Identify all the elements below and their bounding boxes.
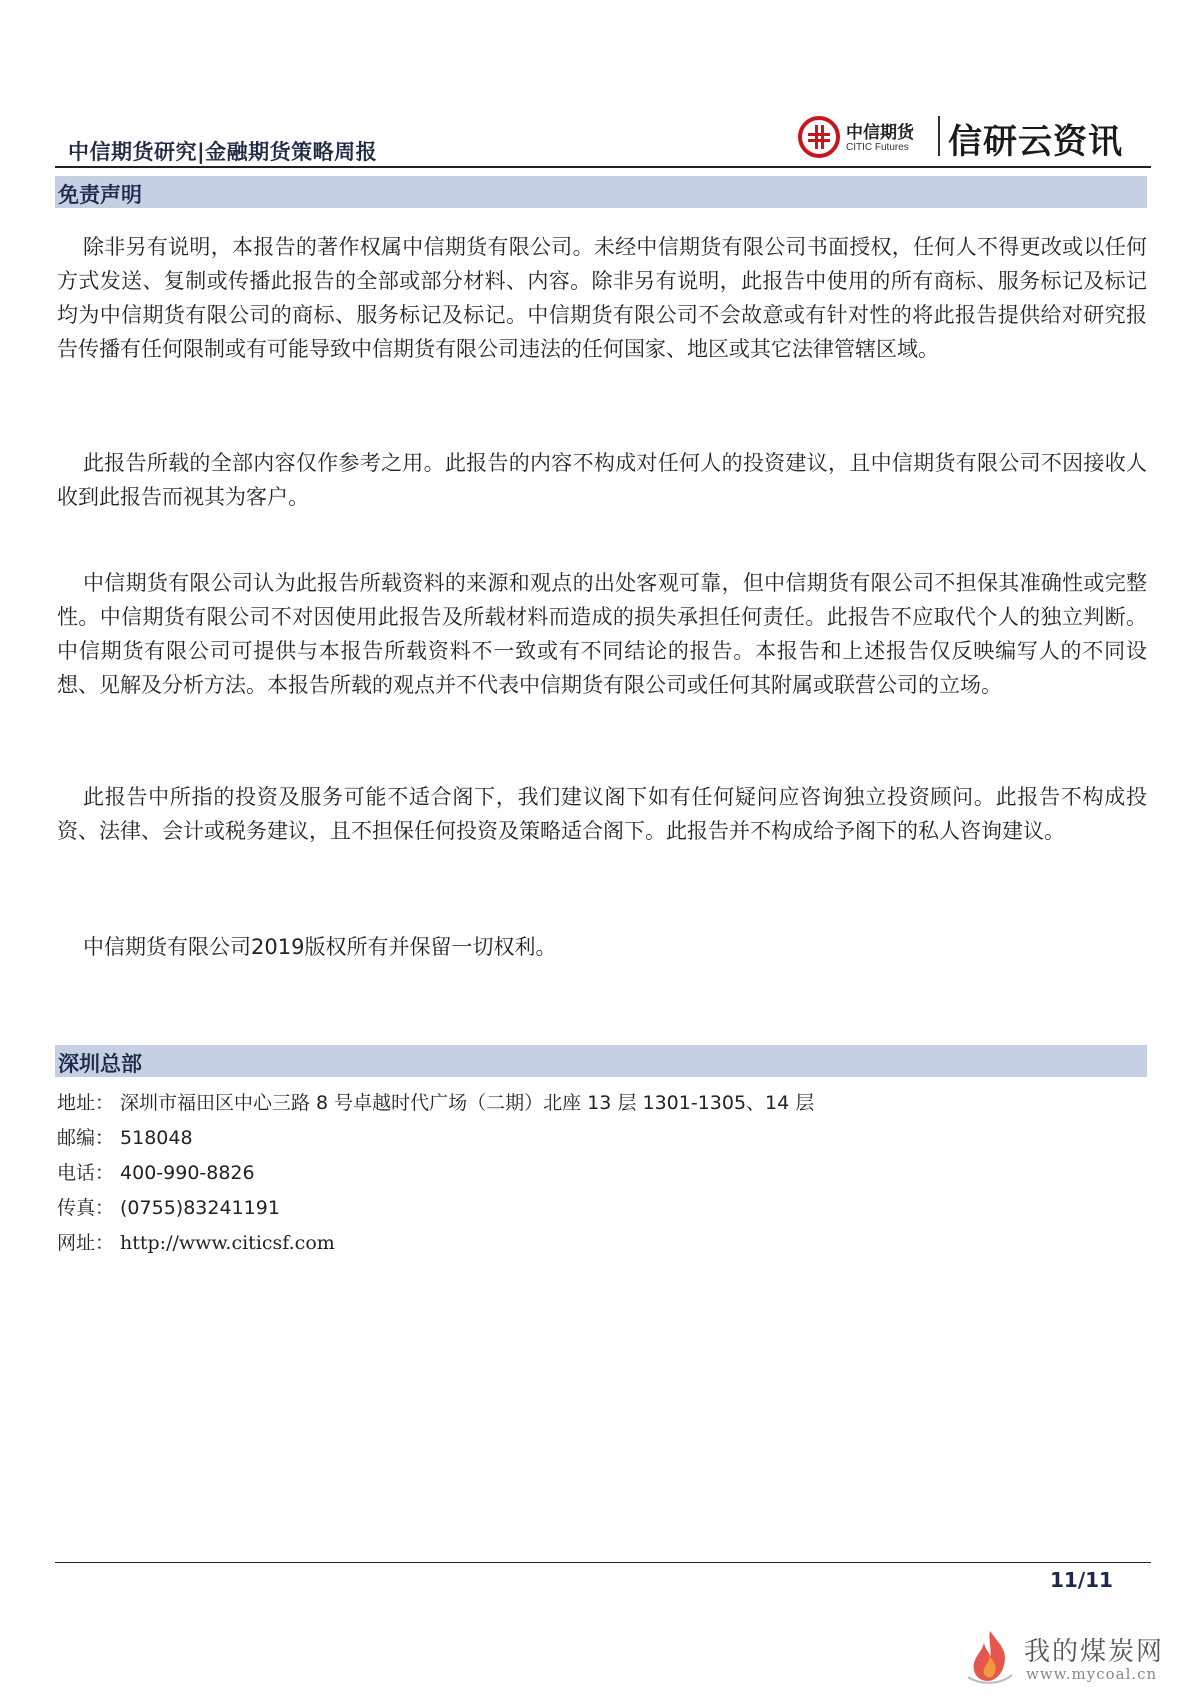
- logo-english-name: CITIC Futures: [846, 142, 909, 153]
- phone-row: [57, 1156, 1147, 1191]
- website-link[interactable]: http://www.citicsf.com: [120, 1232, 335, 1254]
- phone-value: 400-990-8826: [120, 1162, 255, 1184]
- hq-heading-bar: [55, 1045, 1147, 1077]
- watermark-text: 我的煤炭网: [1024, 1637, 1165, 1667]
- postcode-row: [57, 1121, 1147, 1156]
- header-divider: [55, 166, 1151, 168]
- fax-value: (0755)83241191: [120, 1197, 280, 1219]
- fax-row: [57, 1191, 1147, 1226]
- disclaimer-paragraph-2: 此报告所载的全部内容仅作参考之用。此报告的内容不构成对任何人的投资建议，且中信期货有限公司不因接收人收到此报告而视其为客户。: [57, 451, 1147, 509]
- logo-brand-text: 信研云资讯: [948, 122, 1123, 162]
- disclaimer-paragraph-1: 除非另有说明，本报告的著作权属中信期货有限公司。未经中信期货有限公司书面授权，任何人不得更改或以任何方式发送、复制或传播此报告的全部或部分材料、内容。除非另有说明，此报告中使用的所有商标、服务标记及标记均为中信期货有限公司的商标、服务标记及标记。中信期货有限公司不会故意或有针对性的将此报告提供给对研究报告传播有任何限制或有可能导致中信期货有限公司违法的任何国家、地区或其它法律管辖区域。: [57, 235, 1147, 361]
- disclaimer-paragraph-4: 此报告中所指的投资及服务可能不适合阁下，我们建议阁下如有任何疑问应咨询独立投资顾问。此报告不构成投资、法律、会计或税务建议，且不担保任何投资及策略适合阁下。此报告并不构成给予阁下的私人咨询建议。: [57, 785, 1147, 843]
- page-header: [0, 0, 1200, 170]
- disclaimer-paragraph-3: 中信期货有限公司认为此报告所载资料的来源和观点的出处客观可靠，但中信期货有限公司不担保其准确性或完整性。中信期货有限公司不对因使用此报告及所载材料而造成的损失承担任何责任。此报告不应取代个人的独立判断。中信期货有限公司可提供与本报告所载资料不一致或有不同结论的报告。本报告和上述报告仅反映编写人的不同设想、见解及分析方法。本报告所载的观点并不代表中信期货有限公司或任何其附属或联营公司的立场。: [57, 571, 1147, 697]
- postcode-label: 邮编：: [57, 1127, 115, 1149]
- watermark-url: www.mycoal.cn: [1026, 1665, 1158, 1683]
- disclaimer-heading-bar: [55, 176, 1147, 208]
- site-watermark: [960, 1627, 1190, 1687]
- logo-chinese-name: 中信期货: [846, 123, 914, 143]
- hq-contact-list: [57, 1086, 1147, 1261]
- page-number: 11/11: [1050, 1568, 1113, 1592]
- flame-logo-icon: [960, 1627, 1020, 1687]
- disclaimer-heading: 免责声明: [58, 183, 142, 207]
- copyright-paragraph: 中信期货有限公司2019版权所有并保留一切权利。: [83, 935, 557, 959]
- report-title: 中信期货研究|金融期货策略周报: [68, 140, 378, 164]
- citic-emblem-icon: [798, 116, 840, 158]
- phone-label: 电话：: [57, 1162, 115, 1184]
- address-row: [57, 1086, 1147, 1121]
- citic-logo: [798, 114, 1128, 160]
- website-row: [57, 1226, 1147, 1261]
- address-label: 地址：: [57, 1092, 115, 1114]
- website-label: 网址：: [57, 1232, 115, 1254]
- logo-divider: [938, 116, 940, 156]
- postcode-value: 518048: [120, 1127, 193, 1149]
- hq-heading: 深圳总部: [58, 1052, 142, 1076]
- footer-divider: [55, 1562, 1151, 1563]
- fax-label: 传真：: [57, 1197, 115, 1219]
- address-value: 深圳市福田区中心三路 8 号卓越时代广场（二期）北座 13 层 1301-1305、14 层: [120, 1092, 815, 1114]
